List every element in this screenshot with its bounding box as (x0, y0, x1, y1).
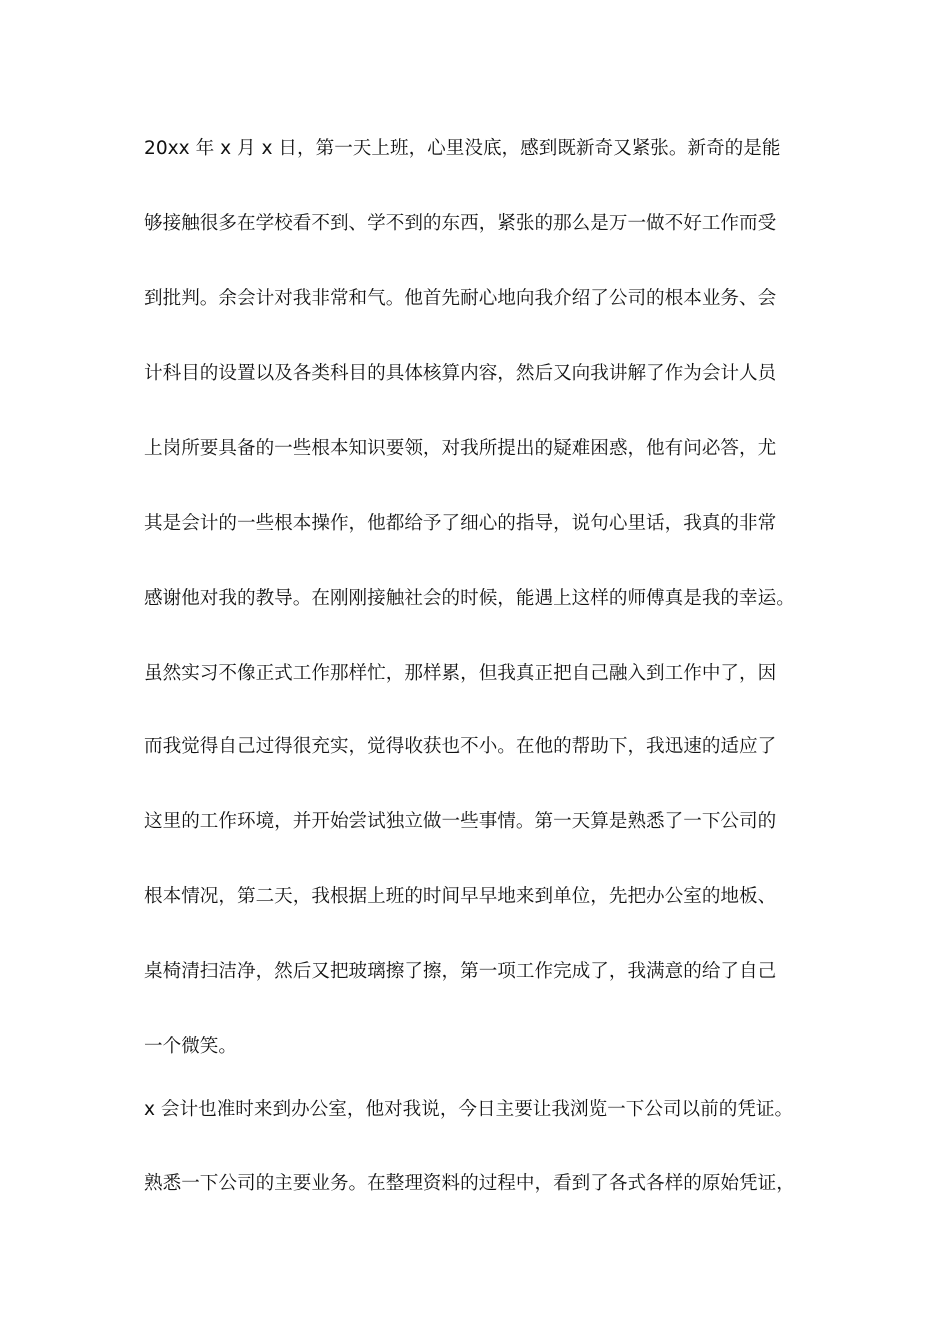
paragraph-line: 上岗所要具备的一些根本知识要领，对我所提出的疑难困惑，他有问必答，尤 (144, 438, 777, 459)
paragraph-line: 这里的工作环境，并开始尝试独立做一些事情。第一天算是熟悉了一下公司的 (144, 811, 777, 832)
paragraph-line: 一个微笑。 (144, 1036, 237, 1057)
paragraph-line: 其是会计的一些根本操作，他都给予了细心的指导，说句心里话，我真的非常 (144, 513, 777, 534)
paragraph-line: 够接触很多在学校看不到、学不到的东西，紧张的那么是万一做不好工作而受 (144, 213, 777, 234)
paragraph-line: 虽然实习不像正式工作那样忙，那样累，但我真正把自己融入到工作中了，因 (144, 663, 777, 684)
paragraph-line: 计科目的设置以及各类科目的具体核算内容，然后又向我讲解了作为会计人员 (144, 363, 777, 384)
paragraph-line: 而我觉得自己过得很充实，觉得收获也不小。在他的帮助下，我迅速的适应了 (144, 736, 777, 757)
paragraph-line: 熟悉一下公司的主要业务。在整理资料的过程中，看到了各式各样的原始凭证， (144, 1173, 795, 1194)
paragraph-line: 感谢他对我的教导。在刚刚接触社会的时候，能遇上这样的师傅真是我的幸运。 (144, 588, 795, 609)
paragraph-line: 到批判。余会计对我非常和气。他首先耐心地向我介绍了公司的根本业务、会 (144, 288, 777, 309)
paragraph-line: 20xx 年 x 月 x 日，第一天上班，心里没底，感到既新奇又紧张。新奇的是能 (144, 138, 781, 159)
paragraph-line: x 会计也准时来到办公室，他对我说，今日主要让我浏览一下公司以前的凭证。 (144, 1099, 794, 1120)
paragraph-line: 桌椅清扫洁净，然后又把玻璃擦了擦，第一项工作完成了，我满意的给了自己 (144, 961, 777, 982)
paragraph-line: 根本情况，第二天，我根据上班的时间早早地来到单位，先把办公室的地板、 (144, 886, 777, 907)
